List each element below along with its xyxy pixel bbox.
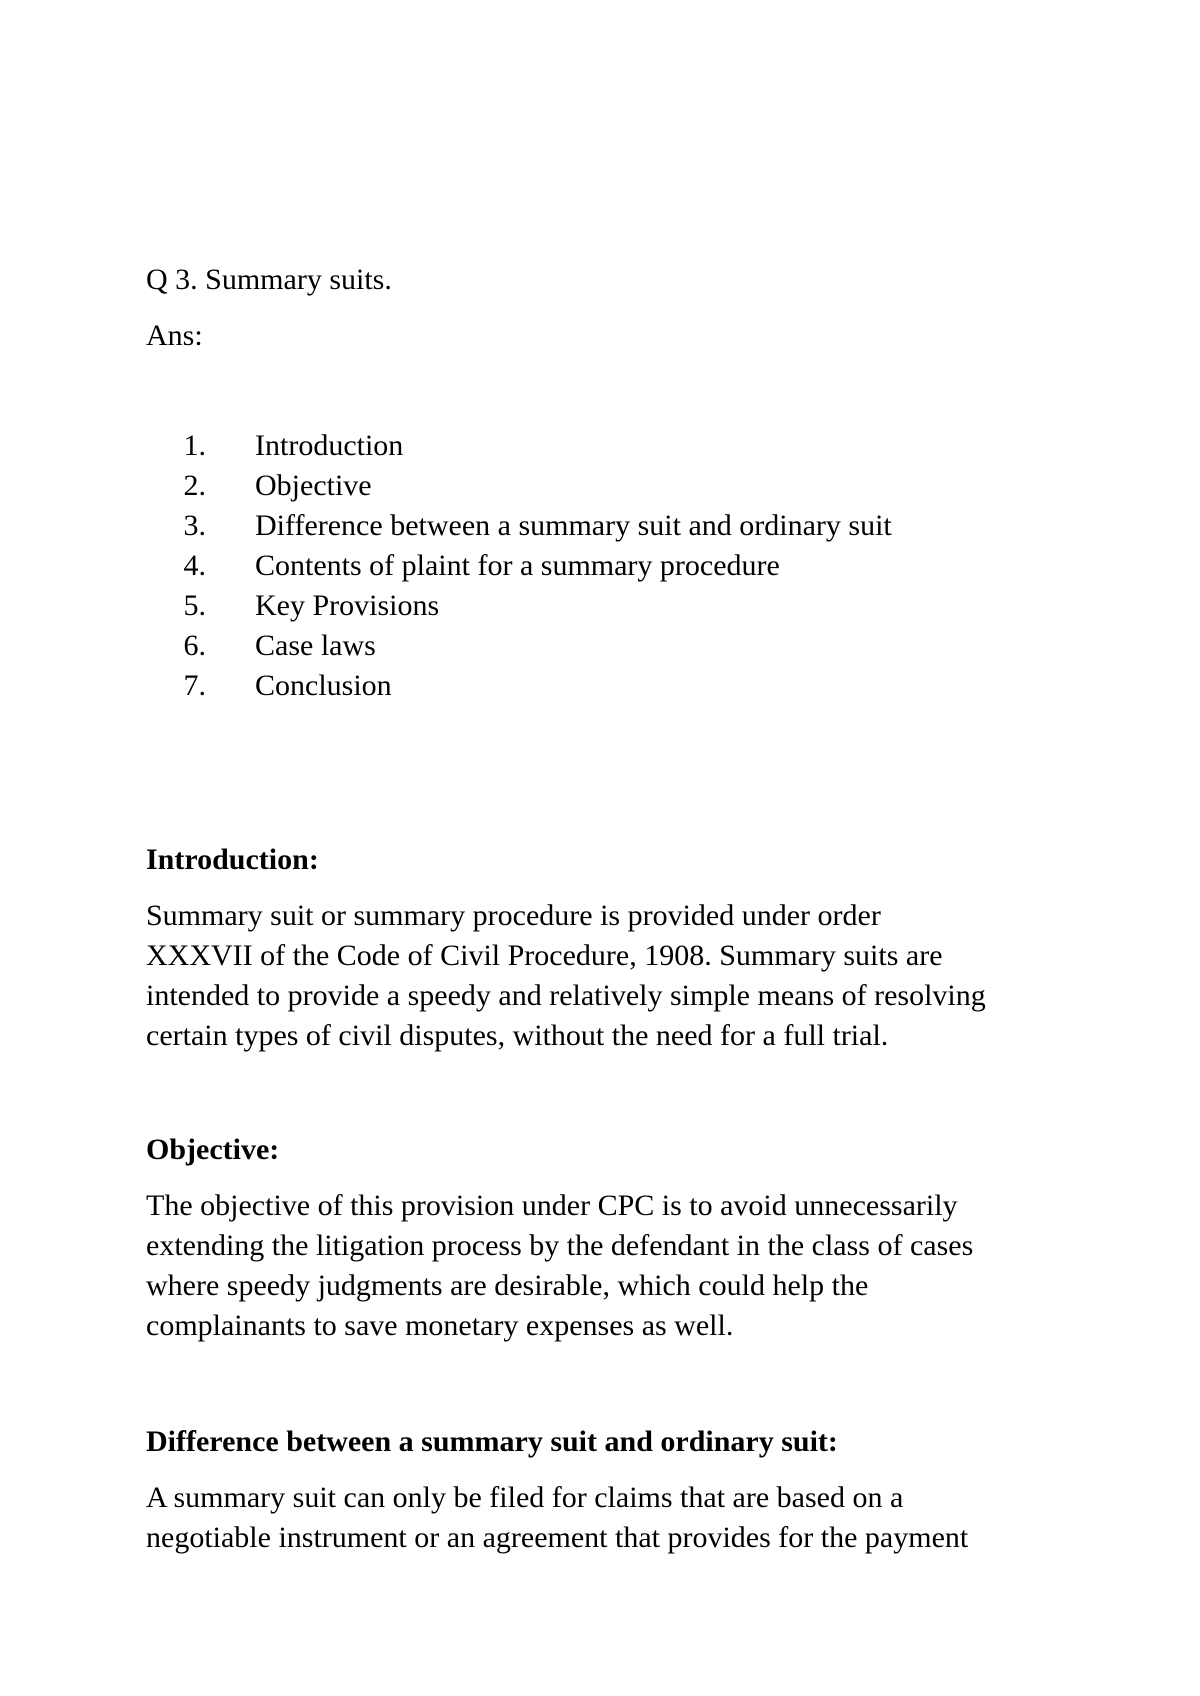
objective-heading: Objective: bbox=[146, 1133, 280, 1166]
toc-label: Case laws bbox=[255, 629, 376, 662]
paragraph-line: intended to provide a speedy and relatively simple means of resolving bbox=[146, 979, 986, 1012]
paragraph-line: XXXVII of the Code of Civil Procedure, 1908. Summary suits are bbox=[146, 939, 943, 972]
paragraph-line: negotiable instrument or an agreement that provides for the payment bbox=[146, 1521, 969, 1554]
objective-paragraph bbox=[146, 1186, 1066, 1346]
toc-label: Contents of plaint for a summary procedure bbox=[255, 549, 780, 582]
toc-number: 7. bbox=[183, 669, 206, 702]
paragraph-line: complainants to save monetary expenses as well. bbox=[146, 1309, 734, 1342]
toc-label: Difference between a summary suit and ordinary suit bbox=[255, 509, 892, 542]
toc-number: 4. bbox=[183, 549, 206, 582]
toc-label: Objective bbox=[255, 469, 372, 502]
difference-heading: Difference between a summary suit and ordinary suit: bbox=[146, 1425, 838, 1458]
paragraph-line: where speedy judgments are desirable, which could help the bbox=[146, 1269, 869, 1302]
toc-number: 5. bbox=[183, 589, 206, 622]
toc-number: 3. bbox=[183, 509, 206, 542]
toc-label: Key Provisions bbox=[255, 589, 440, 622]
difference-paragraph bbox=[146, 1478, 1066, 1558]
answer-label: Ans: bbox=[146, 319, 203, 352]
paragraph-line: The objective of this provision under CPC is to avoid unnecessarily bbox=[146, 1189, 958, 1222]
paragraph-line: extending the litigation process by the defendant in the class of cases bbox=[146, 1229, 974, 1262]
question-title: Q 3. Summary suits. bbox=[146, 263, 392, 296]
toc-label: Introduction bbox=[255, 429, 404, 462]
paragraph-line: Summary suit or summary procedure is provided under order bbox=[146, 899, 881, 932]
toc-number: 6. bbox=[183, 629, 206, 662]
introduction-heading: Introduction: bbox=[146, 843, 319, 876]
paragraph-line: certain types of civil disputes, without the need for a full trial. bbox=[146, 1019, 889, 1052]
toc-number: 1. bbox=[183, 429, 206, 462]
toc-number: 2. bbox=[183, 469, 206, 502]
introduction-paragraph bbox=[146, 896, 1066, 1056]
paragraph-line: A summary suit can only be filed for claims that are based on a bbox=[146, 1481, 904, 1514]
toc-label: Conclusion bbox=[255, 669, 392, 702]
